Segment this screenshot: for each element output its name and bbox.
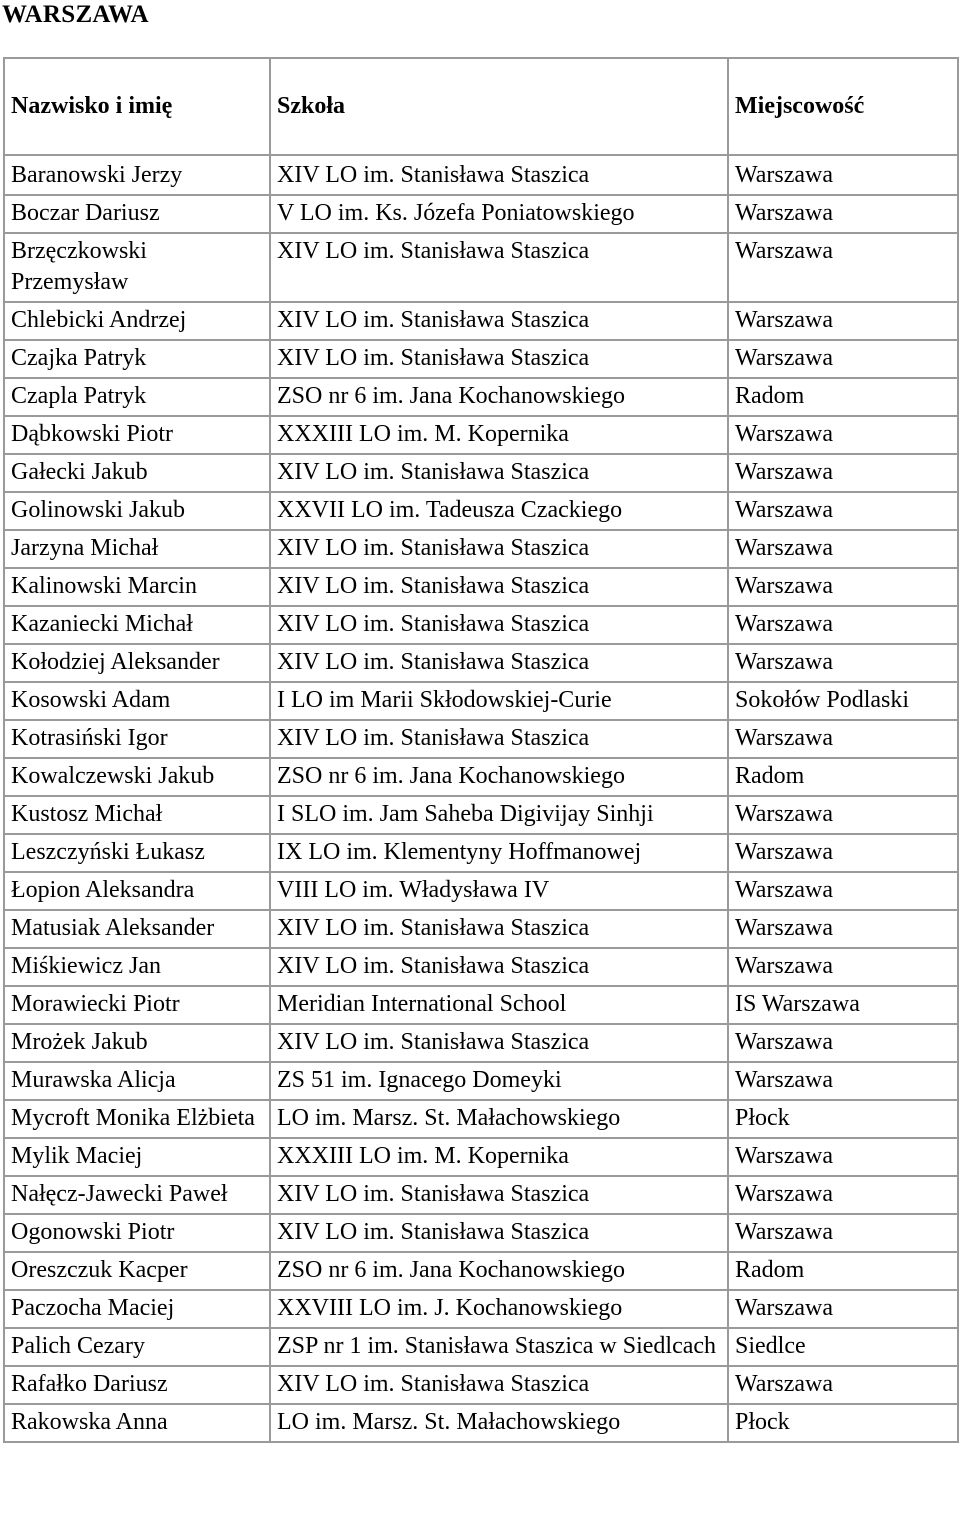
table-row bbox=[4, 340, 958, 378]
cell-school: XIV LO im. Stanisława Staszica bbox=[270, 454, 728, 492]
table-row bbox=[4, 302, 958, 340]
table-row bbox=[4, 644, 958, 682]
cell-school: I LO im Marii Skłodowskiej-Curie bbox=[270, 682, 728, 720]
cell-name: Palich Cezary bbox=[4, 1328, 270, 1366]
cell-school: XIV LO im. Stanisława Staszica bbox=[270, 155, 728, 195]
cell-school: XIV LO im. Stanisława Staszica bbox=[270, 1024, 728, 1062]
table-row bbox=[4, 834, 958, 872]
cell-name: Murawska Alicja bbox=[4, 1062, 270, 1100]
cell-city: Warszawa bbox=[728, 1024, 958, 1062]
cell-school: ZS 51 im. Ignacego Domeyki bbox=[270, 1062, 728, 1100]
table-row bbox=[4, 416, 958, 454]
table-row bbox=[4, 1024, 958, 1062]
cell-city: Warszawa bbox=[728, 872, 958, 910]
cell-city: Warszawa bbox=[728, 1062, 958, 1100]
table-row bbox=[4, 378, 958, 416]
cell-school: XIV LO im. Stanisława Staszica bbox=[270, 340, 728, 378]
participants-table bbox=[3, 57, 959, 1443]
cell-name: Matusiak Aleksander bbox=[4, 910, 270, 948]
table-row bbox=[4, 720, 958, 758]
cell-city: Warszawa bbox=[728, 910, 958, 948]
table-row bbox=[4, 986, 958, 1024]
table-row bbox=[4, 530, 958, 568]
table-row bbox=[4, 1290, 958, 1328]
table-row bbox=[4, 1062, 958, 1100]
cell-city: Sokołów Podlaski bbox=[728, 682, 958, 720]
cell-school: XIV LO im. Stanisława Staszica bbox=[270, 644, 728, 682]
table-row bbox=[4, 568, 958, 606]
table-row bbox=[4, 606, 958, 644]
table-row bbox=[4, 195, 958, 233]
cell-name: Golinowski Jakub bbox=[4, 492, 270, 530]
cell-school: XXVIII LO im. J. Kochanowskiego bbox=[270, 1290, 728, 1328]
cell-name: Rafałko Dariusz bbox=[4, 1366, 270, 1404]
table-row bbox=[4, 682, 958, 720]
cell-name: Boczar Dariusz bbox=[4, 195, 270, 233]
cell-name: Oreszczuk Kacper bbox=[4, 1252, 270, 1290]
cell-name: Chlebicki Andrzej bbox=[4, 302, 270, 340]
cell-school: Meridian International School bbox=[270, 986, 728, 1024]
cell-city: Warszawa bbox=[728, 948, 958, 986]
cell-name: Mylik Maciej bbox=[4, 1138, 270, 1176]
cell-school: ZSP nr 1 im. Stanisława Staszica w Siedlcach bbox=[270, 1328, 728, 1366]
table-row bbox=[4, 1100, 958, 1138]
cell-name: Brzęczkowski Przemysław bbox=[4, 233, 270, 302]
cell-name: Baranowski Jerzy bbox=[4, 155, 270, 195]
cell-school: V LO im. Ks. Józefa Poniatowskiego bbox=[270, 195, 728, 233]
table-row bbox=[4, 492, 958, 530]
header-city: Miejscowość bbox=[728, 58, 958, 155]
table-header-row bbox=[4, 58, 958, 155]
cell-school: XXXIII LO im. M. Kopernika bbox=[270, 1138, 728, 1176]
cell-city: Warszawa bbox=[728, 796, 958, 834]
cell-name: Łopion Aleksandra bbox=[4, 872, 270, 910]
cell-city: IS Warszawa bbox=[728, 986, 958, 1024]
cell-city: Warszawa bbox=[728, 606, 958, 644]
cell-city: Siedlce bbox=[728, 1328, 958, 1366]
cell-city: Warszawa bbox=[728, 233, 958, 302]
cell-city: Warszawa bbox=[728, 340, 958, 378]
cell-city: Warszawa bbox=[728, 834, 958, 872]
table-row bbox=[4, 1328, 958, 1366]
cell-name: Czapla Patryk bbox=[4, 378, 270, 416]
cell-school: LO im. Marsz. St. Małachowskiego bbox=[270, 1404, 728, 1442]
cell-name: Kalinowski Marcin bbox=[4, 568, 270, 606]
cell-school: VIII LO im. Władysława IV bbox=[270, 872, 728, 910]
table-row bbox=[4, 1176, 958, 1214]
cell-school: ZSO nr 6 im. Jana Kochanowskiego bbox=[270, 758, 728, 796]
header-name: Nazwisko i imię bbox=[4, 58, 270, 155]
cell-name: Mycroft Monika Elżbieta bbox=[4, 1100, 270, 1138]
cell-city: Warszawa bbox=[728, 1290, 958, 1328]
table-row bbox=[4, 872, 958, 910]
table-row bbox=[4, 758, 958, 796]
cell-school: XIV LO im. Stanisława Staszica bbox=[270, 1214, 728, 1252]
cell-name: Kazaniecki Michał bbox=[4, 606, 270, 644]
cell-school: XIV LO im. Stanisława Staszica bbox=[270, 233, 728, 302]
cell-name: Paczocha Maciej bbox=[4, 1290, 270, 1328]
cell-city: Płock bbox=[728, 1404, 958, 1442]
cell-city: Warszawa bbox=[728, 644, 958, 682]
table-row bbox=[4, 233, 958, 302]
cell-city: Warszawa bbox=[728, 302, 958, 340]
cell-name: Kowalczewski Jakub bbox=[4, 758, 270, 796]
table-row bbox=[4, 155, 958, 195]
cell-name: Kosowski Adam bbox=[4, 682, 270, 720]
cell-school: XXVII LO im. Tadeusza Czackiego bbox=[270, 492, 728, 530]
table-row bbox=[4, 910, 958, 948]
cell-name: Miśkiewicz Jan bbox=[4, 948, 270, 986]
cell-name: Gałecki Jakub bbox=[4, 454, 270, 492]
cell-name: Rakowska Anna bbox=[4, 1404, 270, 1442]
cell-city: Warszawa bbox=[728, 568, 958, 606]
cell-name: Kustosz Michał bbox=[4, 796, 270, 834]
cell-school: XIV LO im. Stanisława Staszica bbox=[270, 530, 728, 568]
cell-city: Warszawa bbox=[728, 195, 958, 233]
cell-school: XIV LO im. Stanisława Staszica bbox=[270, 1366, 728, 1404]
cell-city: Warszawa bbox=[728, 1176, 958, 1214]
table-row bbox=[4, 1404, 958, 1442]
cell-name: Jarzyna Michał bbox=[4, 530, 270, 568]
cell-name: Kołodziej Aleksander bbox=[4, 644, 270, 682]
cell-city: Warszawa bbox=[728, 1214, 958, 1252]
table-row bbox=[4, 1214, 958, 1252]
cell-school: XIV LO im. Stanisława Staszica bbox=[270, 948, 728, 986]
cell-name: Dąbkowski Piotr bbox=[4, 416, 270, 454]
cell-city: Warszawa bbox=[728, 530, 958, 568]
cell-name: Leszczyński Łukasz bbox=[4, 834, 270, 872]
cell-school: XIV LO im. Stanisława Staszica bbox=[270, 606, 728, 644]
cell-name: Mrożek Jakub bbox=[4, 1024, 270, 1062]
header-school: Szkoła bbox=[270, 58, 728, 155]
cell-school: XIV LO im. Stanisława Staszica bbox=[270, 910, 728, 948]
cell-school: XIV LO im. Stanisława Staszica bbox=[270, 720, 728, 758]
cell-city: Radom bbox=[728, 378, 958, 416]
cell-school: XIV LO im. Stanisława Staszica bbox=[270, 1176, 728, 1214]
cell-city: Radom bbox=[728, 1252, 958, 1290]
table-row bbox=[4, 1252, 958, 1290]
table-row bbox=[4, 454, 958, 492]
cell-school: XIV LO im. Stanisława Staszica bbox=[270, 302, 728, 340]
cell-city: Warszawa bbox=[728, 1138, 958, 1176]
cell-city: Radom bbox=[728, 758, 958, 796]
table-row bbox=[4, 1366, 958, 1404]
table-row bbox=[4, 1138, 958, 1176]
cell-school: ZSO nr 6 im. Jana Kochanowskiego bbox=[270, 378, 728, 416]
table-row bbox=[4, 796, 958, 834]
cell-city: Warszawa bbox=[728, 1366, 958, 1404]
cell-city: Warszawa bbox=[728, 492, 958, 530]
page-title: WARSZAWA bbox=[2, 1, 149, 28]
table-row bbox=[4, 948, 958, 986]
cell-city: Warszawa bbox=[728, 720, 958, 758]
cell-city: Warszawa bbox=[728, 155, 958, 195]
cell-school: IX LO im. Klementyny Hoffmanowej bbox=[270, 834, 728, 872]
cell-name: Kotrasiński Igor bbox=[4, 720, 270, 758]
cell-city: Płock bbox=[728, 1100, 958, 1138]
cell-school: ZSO nr 6 im. Jana Kochanowskiego bbox=[270, 1252, 728, 1290]
table-body bbox=[4, 155, 958, 1442]
cell-school: XIV LO im. Stanisława Staszica bbox=[270, 568, 728, 606]
cell-name: Morawiecki Piotr bbox=[4, 986, 270, 1024]
cell-name: Nałęcz-Jawecki Paweł bbox=[4, 1176, 270, 1214]
cell-school: LO im. Marsz. St. Małachowskiego bbox=[270, 1100, 728, 1138]
cell-city: Warszawa bbox=[728, 454, 958, 492]
cell-school: XXXIII LO im. M. Kopernika bbox=[270, 416, 728, 454]
cell-name: Ogonowski Piotr bbox=[4, 1214, 270, 1252]
cell-city: Warszawa bbox=[728, 416, 958, 454]
cell-name: Czajka Patryk bbox=[4, 340, 270, 378]
cell-school: I SLO im. Jam Saheba Digivijay Sinhji bbox=[270, 796, 728, 834]
